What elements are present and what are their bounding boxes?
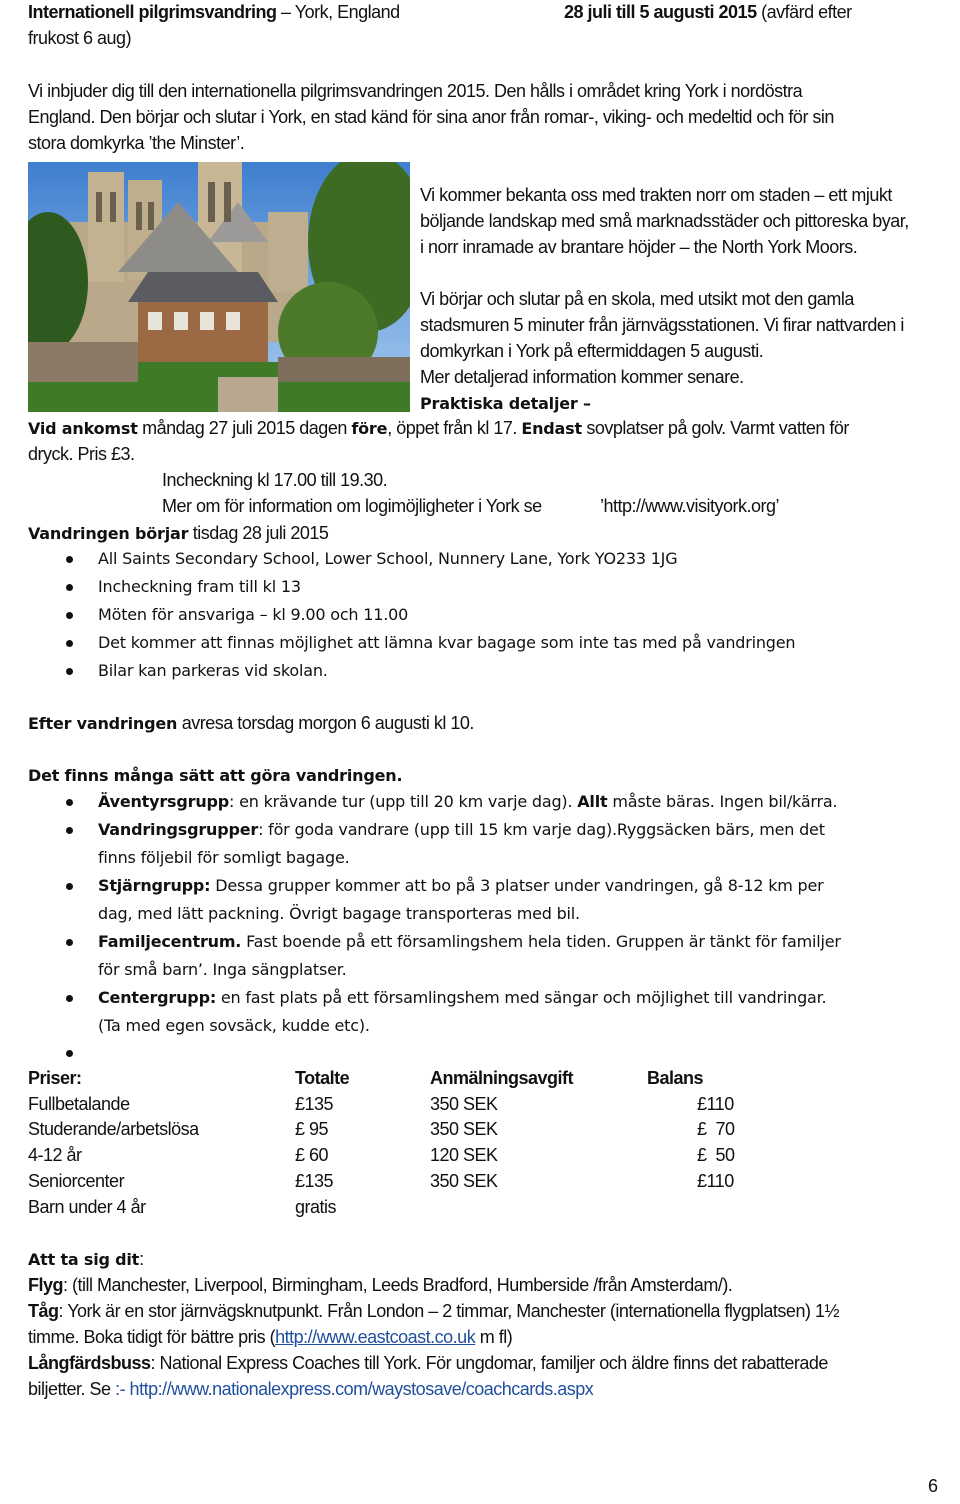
bullet-icon [66,584,73,591]
price-row-1-fee: 350 SEK [430,1094,498,1114]
travel-train [28,1299,839,1323]
price-header-total: Totalte [295,1068,350,1088]
intro-line-3: stora domkyrka ’the Minster’. [28,133,245,153]
travel-bus-l2a: biljetter. Se [28,1379,116,1399]
price-row-3-fee: 120 SEK [430,1145,498,1165]
after-line [28,711,474,736]
travel-title-colon: : [139,1249,144,1269]
price-row-1-balance: £110 [697,1094,734,1114]
travel-train-label: Tåg [28,1301,59,1321]
start-label: Vandringen börjar [28,524,189,543]
group-center-line-2: (Ta med egen sovsäck, kudde etc). [98,1016,370,1035]
header-line-2: frukost 6 aug) [28,28,132,48]
group-star-text: Dessa grupper kommer att bo på 3 platser under vandringen, gå 8-12 km per [210,876,824,895]
group-walking-text: : för goda vandrare (upp till 15 km varje dag).Ryggsäcken bärs, men det [258,820,825,839]
start-item-5: Bilar kan parkeras vid skolan. [98,661,328,680]
group-adventure-text: : en krävande tur (upp till 20 km varje dag). [229,792,578,811]
group-family-text: Fast boende på ett församlingshem hela tiden. Gruppen är tänkt för familjer [241,932,841,951]
travel-train-text: : York är en stor järnvägsknutpunkt. Från London – 2 timmar, Manchester (internationella flygplatsen) 1½ [58,1301,839,1321]
group-family-line-2: för små barn’. Inga sängplatser. [98,960,347,979]
price-row-4-balance: £110 [697,1171,734,1191]
group-center-name: Centergrupp: [98,988,217,1007]
intro-line-1: Vi inbjuder dig till den internationella pilgrimsvandringen 2015. Den hålls i området kring York i nordöstra [28,81,803,101]
travel-bus-text: : National Express Coaches till York. För ungdomar, familjer och äldre finns det rabatterade [150,1353,828,1373]
group-family [98,930,841,954]
price-row-2-total: £ 95 [295,1119,329,1139]
side-p2-line-1: Vi börjar och slutar på en skola, med utsikt mot den gamla [420,289,854,309]
group-adventure-name: Äventyrsgrupp [98,792,230,811]
bullet-icon [66,799,73,806]
title-bold: Internationell pilgrimsvandring [28,2,277,22]
travel-bus-line-2 [28,1377,593,1401]
intro-line-2: England. Den börjar och slutar i York, en stad känd för sina anor från romar-, viking- och medeltid och för sin [28,107,834,127]
price-header-balance: Balans [647,1068,704,1088]
bullet-icon [66,612,73,619]
price-row-2-balance: £ 70 [697,1119,735,1139]
travel-bus [28,1351,828,1375]
price-header-fee: Anmälningsavgift [430,1068,574,1088]
arrival-line-2: dryck. Pris £3. [28,444,135,464]
price-row-5-label: Barn under 4 år [28,1197,146,1217]
group-star-line-2: dag, med lätt packning. Övrigt bagage transporteras med bil. [98,904,580,923]
side-p1-line-1: Vi kommer bekanta oss med trakten norr om staden – ett mjukt [420,185,892,205]
arrival-checkin: Incheckning kl 17.00 till 19.30. [162,470,388,490]
bullet-icon [66,556,73,563]
price-row-2-label: Studerande/arbetslösa [28,1119,199,1139]
travel-title-line [28,1247,144,1272]
dates-rest: (avfärd efter [756,2,852,22]
group-adventure-rest: måste bäras. Ingen bil/kärra. [607,792,838,811]
travel-flight [28,1273,732,1297]
arrival-endast: Endast [521,419,582,438]
arrival-label: Vid ankomst [28,419,138,438]
travel-title: Att ta sig dit [28,1250,140,1269]
group-adventure [98,790,837,814]
arrival-more-info: Mer om för information om logimöjligheter i York se [162,496,542,516]
price-row-3-balance: £ 50 [697,1145,735,1165]
arrival-fore: före [351,419,388,438]
group-star-name: Stjärngrupp: [98,876,211,895]
arrival-line-1 [28,416,849,441]
price-row-3-total: £ 60 [295,1145,329,1165]
page-number: 6 [927,1476,938,1496]
travel-bus-label: Långfärdsbuss [28,1353,151,1373]
york-minster-photo [28,162,410,412]
bullet-icon [66,995,73,1002]
arrival-text-2: , öppet från kl 17. [387,418,522,438]
nationalexpress-link[interactable]: :- http://www.nationalexpress.com/waystosave/coachcards.aspx [115,1379,594,1399]
travel-flight-label: Flyg [28,1275,64,1295]
price-row-4-total: £135 [295,1171,334,1191]
bullet-icon [66,668,73,675]
price-header-label: Priser: [28,1068,82,1088]
side-p1-line-3: i norr inramade av brantare höjder – the North York Moors. [420,237,858,257]
bullet-icon [66,939,73,946]
side-p2-line-3: domkyrkan i York på eftermiddagen 5 augusti. [420,341,764,361]
header-dates [564,0,852,24]
bullet-icon [66,640,73,647]
group-adventure-allt: Allt [577,792,608,811]
price-row-1-label: Fullbetalande [28,1094,130,1114]
eastcoast-link[interactable]: http://www.eastcoast.co.uk [275,1327,476,1347]
practical-heading: Praktiska detaljer – [420,394,591,413]
group-family-name: Familjecentrum. [98,932,242,951]
price-row-2-fee: 350 SEK [430,1119,498,1139]
group-center [98,986,826,1010]
group-walking-line-2: finns följebil för somligt bagage. [98,848,350,867]
group-walking [98,818,825,842]
price-row-3-label: 4-12 år [28,1145,82,1165]
start-text: tisdag 28 juli 2015 [188,523,329,543]
start-item-2: Incheckning fram till kl 13 [98,577,301,596]
travel-train-l2a: timme. Boka tidigt för bättre pris ( [28,1327,276,1347]
travel-train-l2b: m fl) [475,1327,513,1347]
after-label: Efter vandringen [28,714,178,733]
side-p1-line-2: böljande landskap med små marknadsstäder och pittoreska byar, [420,211,909,231]
after-text: avresa torsdag morgon 6 augusti kl 10. [177,713,474,733]
bullet-icon [66,1050,73,1057]
ways-title: Det finns många sätt att göra vandringen. [28,766,403,785]
york-minster-illustration [28,162,410,412]
arrival-text-3: sovplatser på golv. Varmt vatten för [581,418,849,438]
travel-flight-text: : (till Manchester, Liverpool, Birmingham, Leeds Bradford, Humberside /från Amsterdam/). [63,1275,733,1295]
price-row-4-label: Seniorcenter [28,1171,125,1191]
price-row-5-total: gratis [295,1197,337,1217]
visityork-url[interactable]: ’http://www.visityork.org’ [600,496,780,516]
bullet-icon [66,883,73,890]
side-p2-line-2: stadsmuren 5 minuter från järnvägsstationen. Vi firar nattvarden i [420,315,904,335]
travel-train-line-2 [28,1325,512,1349]
dates-bold: 28 juli till 5 augusti 2015 [564,2,757,22]
group-star [98,874,824,898]
start-item-3: Möten för ansvariga – kl 9.00 och 11.00 [98,605,409,624]
side-more-info: Mer detaljerad information kommer senare. [420,367,744,387]
bullet-icon [66,827,73,834]
price-row-1-total: £135 [295,1094,334,1114]
start-line [28,521,328,546]
start-item-4: Det kommer att finnas möjlighet att lämna kvar bagage som inte tas med på vandringen [98,633,796,652]
start-item-1: All Saints Secondary School, Lower School, Nunnery Lane, York YO233 1JG [98,549,678,568]
group-center-text: en fast plats på ett församlingshem med sängar och möjlighet till vandringar. [216,988,827,1007]
group-walking-name: Vandringsgrupper [98,820,259,839]
header-line-1 [28,0,400,24]
price-row-4-fee: 350 SEK [430,1171,498,1191]
title-rest: – York, England [276,2,400,22]
arrival-text-1: måndag 27 juli 2015 dagen [137,418,352,438]
